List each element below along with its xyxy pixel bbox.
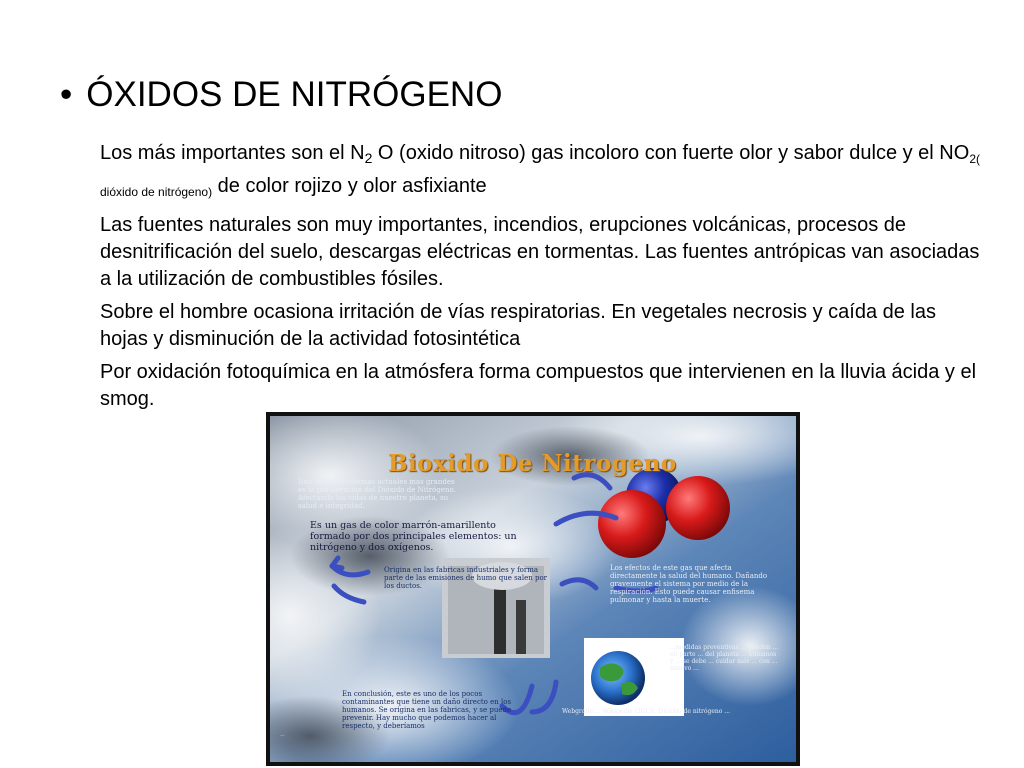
slide-body (100, 140, 980, 419)
poster-text-effects: Los efectos de este gas que afecta directamente la salud del humano. Dañando gravemente el sistema por medio de la respiración. Esto puede causar enfisema pulmonar y hasta la muerte. (610, 564, 768, 604)
poster-text-origin: Origina en las fabricas industriales y forma parte de las emisiones de humo que salen por los ductos. (384, 566, 548, 590)
poster-text-conclusion: En conclusión, este es uno de los pocos contaminantes que tiene un daño directo en los humanos. Se origina en las fabricas, y se puede prevenir. Hay mucho que podemos hacer al respecto, y deberíamos (342, 690, 512, 730)
poster-title: Bioxido De Nitrogeno (388, 450, 677, 477)
paragraph-effects: Sobre el hombre ocasiona irritación de vías respiratorias. En vegetales necrosis y caída de las hojas y disminución de la actividad fotosintética (100, 301, 936, 350)
paragraph-sources: Las fuentes naturales son muy importantes, incendios, erupciones volcánicas, procesos de desnitrificación del suelo, descargas eléctricas en tormentas. Las fuentes antrópicas van asociadas a la utilización de combustibles fósiles. (100, 214, 980, 290)
poster-text-prevention: ...medidas preventivas ... pueden ... en parte ... del planeta ... humanos y ... se debe ... cuidar más ... con ... masivo ... (670, 644, 779, 672)
paragraph-oxidation: Por oxidación fotoquímica en la atmósfera forma compuestos que intervienen en la lluvia ácida y el smog. (100, 361, 977, 410)
slide-title (60, 72, 502, 118)
poster-text-intro: Uno de los problemas actuales mas grandes es la proliferación del Dióxido de Nitrógeno. Afectando las vidas de nuestro planeta, su salud e integridad. (298, 478, 456, 510)
title-bullet: • (60, 75, 73, 114)
poster-text-gas: Es un gas de color marrón-amarillento formado por dos principales elementos: un nitrógeno y dos oxígenos. (310, 520, 517, 553)
title-text: ÓXIDOS DE NITRÓGENO (86, 75, 503, 114)
poster-text-author: ... (280, 732, 285, 738)
poster-text-webgraphy: Webgrafía ... Wikipedia (2013). Dióxido de nitrógeno ... (562, 708, 731, 715)
nitrogen-dioxide-poster-image (266, 412, 800, 766)
paragraph-oxides: Los más importantes son el $N_2$ O (oxido nitroso) gas incoloro con fuerte olor y sabor dulce y el $NO_{2( dióxido de nitrógeno)}$ de color rojizo y olor asfixiante (100, 142, 980, 199)
